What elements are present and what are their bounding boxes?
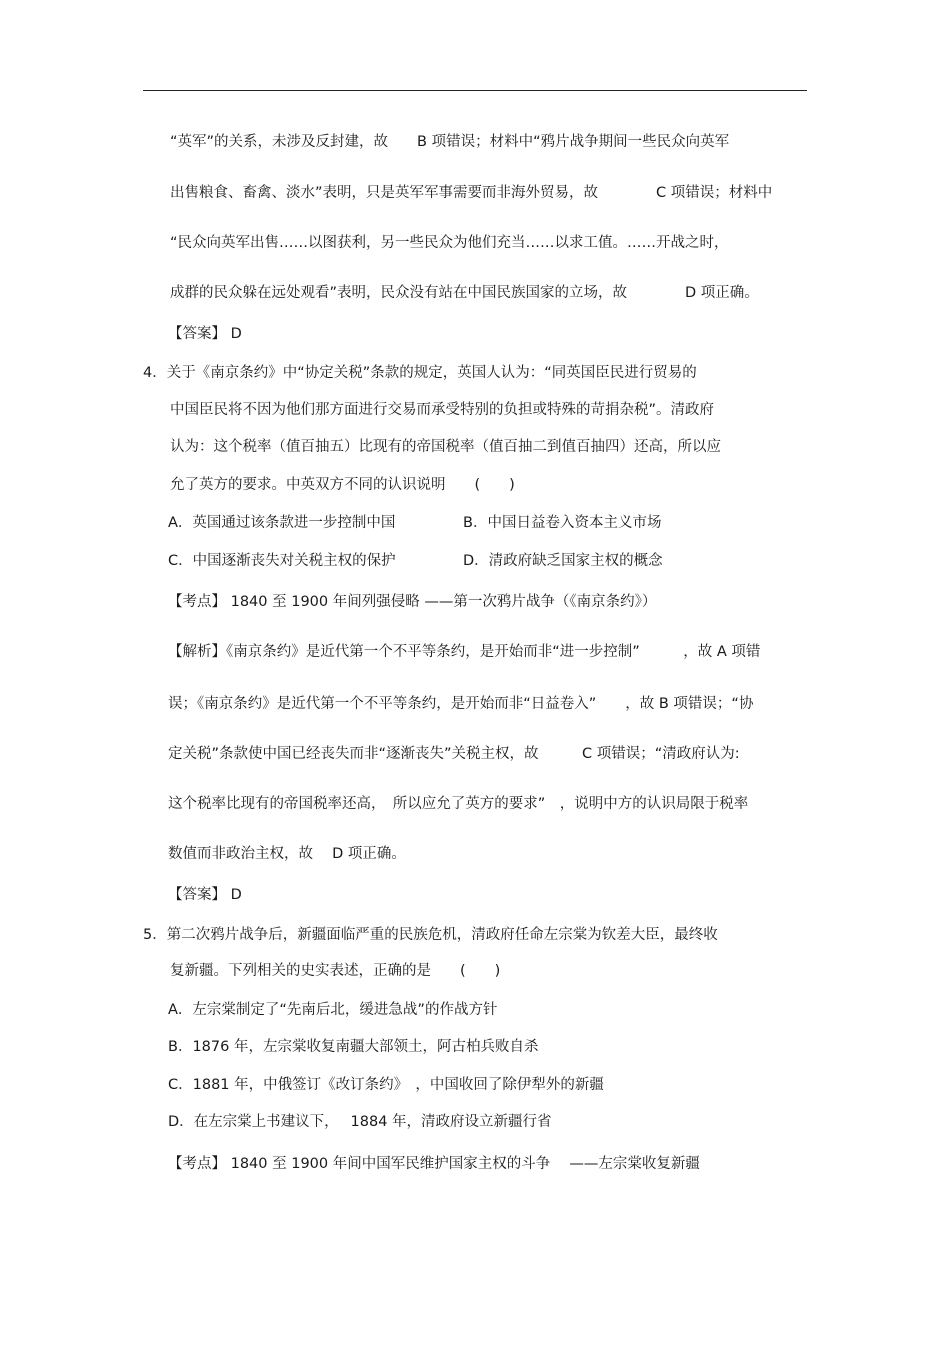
- q4-option-d: D．清政府缺乏国家主权的概念: [463, 553, 663, 569]
- q5-kaodian: 【考点】 1840 至 1900 年间中国军民维护国家主权的斗争 ——左宗棠收复新疆: [168, 1156, 700, 1172]
- q4-stem-line-1: 4．关于《南京条约》中“协定关税”条款的规定，英国人认为：“同英国臣民进行贸易的: [143, 365, 697, 381]
- q4-option-a: A．英国通过该条款进一步控制中国: [168, 515, 396, 531]
- q4-analysis-line-5: 数值而非政治主权，故 D 项正确。: [168, 846, 406, 862]
- q4-option-c: C．中国逐渐丧失对关税主权的保护: [168, 553, 396, 569]
- q4-analysis-line-2: 误；《南京条约》是近代第一个不平等条约，是开始而非“日益卷入” ，故 B 项错误；“协: [168, 696, 754, 712]
- q4-answer: 【答案】 D: [168, 887, 242, 903]
- header-rule: [143, 90, 807, 91]
- q4-stem-line-4: 允了英方的要求。中英双方不同的认识说明 ( ): [170, 477, 515, 493]
- q5-stem-line-2: 复新疆。下列相关的史实表述，正确的是 ( ): [170, 963, 501, 979]
- q4-stem-line-3: 认为：这个税率（值百抽五）比现有的帝国税率（值百抽二到值百抽四）还高，所以应: [170, 439, 721, 455]
- q4-analysis-line-3: 定关税”条款使中国已经丧失而非“逐渐丧失”关税主权，故 C 项错误；“清政府认为:: [168, 746, 740, 762]
- q3-analysis-line-1: “英军”的关系，未涉及反封建，故 B 项错误；材料中“鸦片战争期间一些民众向英军: [170, 134, 730, 150]
- q4-stem-line-2: 中国臣民将不因为他们那方面进行交易而承受特别的负担或特殊的苛捐杂税”。清政府: [170, 402, 715, 418]
- q4-analysis-line-4: 这个税率比现有的帝国税率还高， 所以应允了英方的要求” ，说明中方的认识局限于税率: [168, 796, 749, 812]
- q4-analysis-line-1: 【解析】《南京条约》是近代第一个不平等条约，是开始而非“进一步控制” ，故 A 项错: [168, 644, 761, 660]
- q3-analysis-line-3: “民众向英军出售……以图获利，另一些民众为他们充当……以求工值。……开战之时，: [170, 235, 729, 251]
- q5-stem-line-1: 5．第二次鸦片战争后，新疆面临严重的民族危机，清政府任命左宗棠为钦差大臣，最终收: [143, 927, 718, 943]
- q5-option-c: C．1881 年，中俄签订《改订条约》 ，中国收回了除伊犁外的新疆: [168, 1077, 604, 1093]
- q5-option-a: A．左宗棠制定了“先南后北，缓进急战”的作战方针: [168, 1002, 498, 1018]
- q3-analysis-line-4: 成群的民众躲在远处观看”表明，民众没有站在中国民族国家的立场，故 D 项正确。: [170, 285, 759, 301]
- q3-analysis-line-2: 出售粮食、畜禽、淡水”表明，只是英军军事需要而非海外贸易，故 C 项错误；材料中: [170, 185, 773, 201]
- q5-option-d: D．在左宗棠上书建议下， 1884 年，清政府设立新疆行省: [168, 1114, 552, 1130]
- q5-option-b: B．1876 年，左宗棠收复南疆大部领土，阿古柏兵败自杀: [168, 1039, 539, 1055]
- q3-answer: 【答案】 D: [168, 326, 242, 342]
- q4-kaodian: 【考点】 1840 至 1900 年间列强侵略 ——第一次鸦片战争（《南京条约》）: [168, 594, 657, 610]
- q4-option-b: B．中国日益卷入资本主义市场: [463, 515, 662, 531]
